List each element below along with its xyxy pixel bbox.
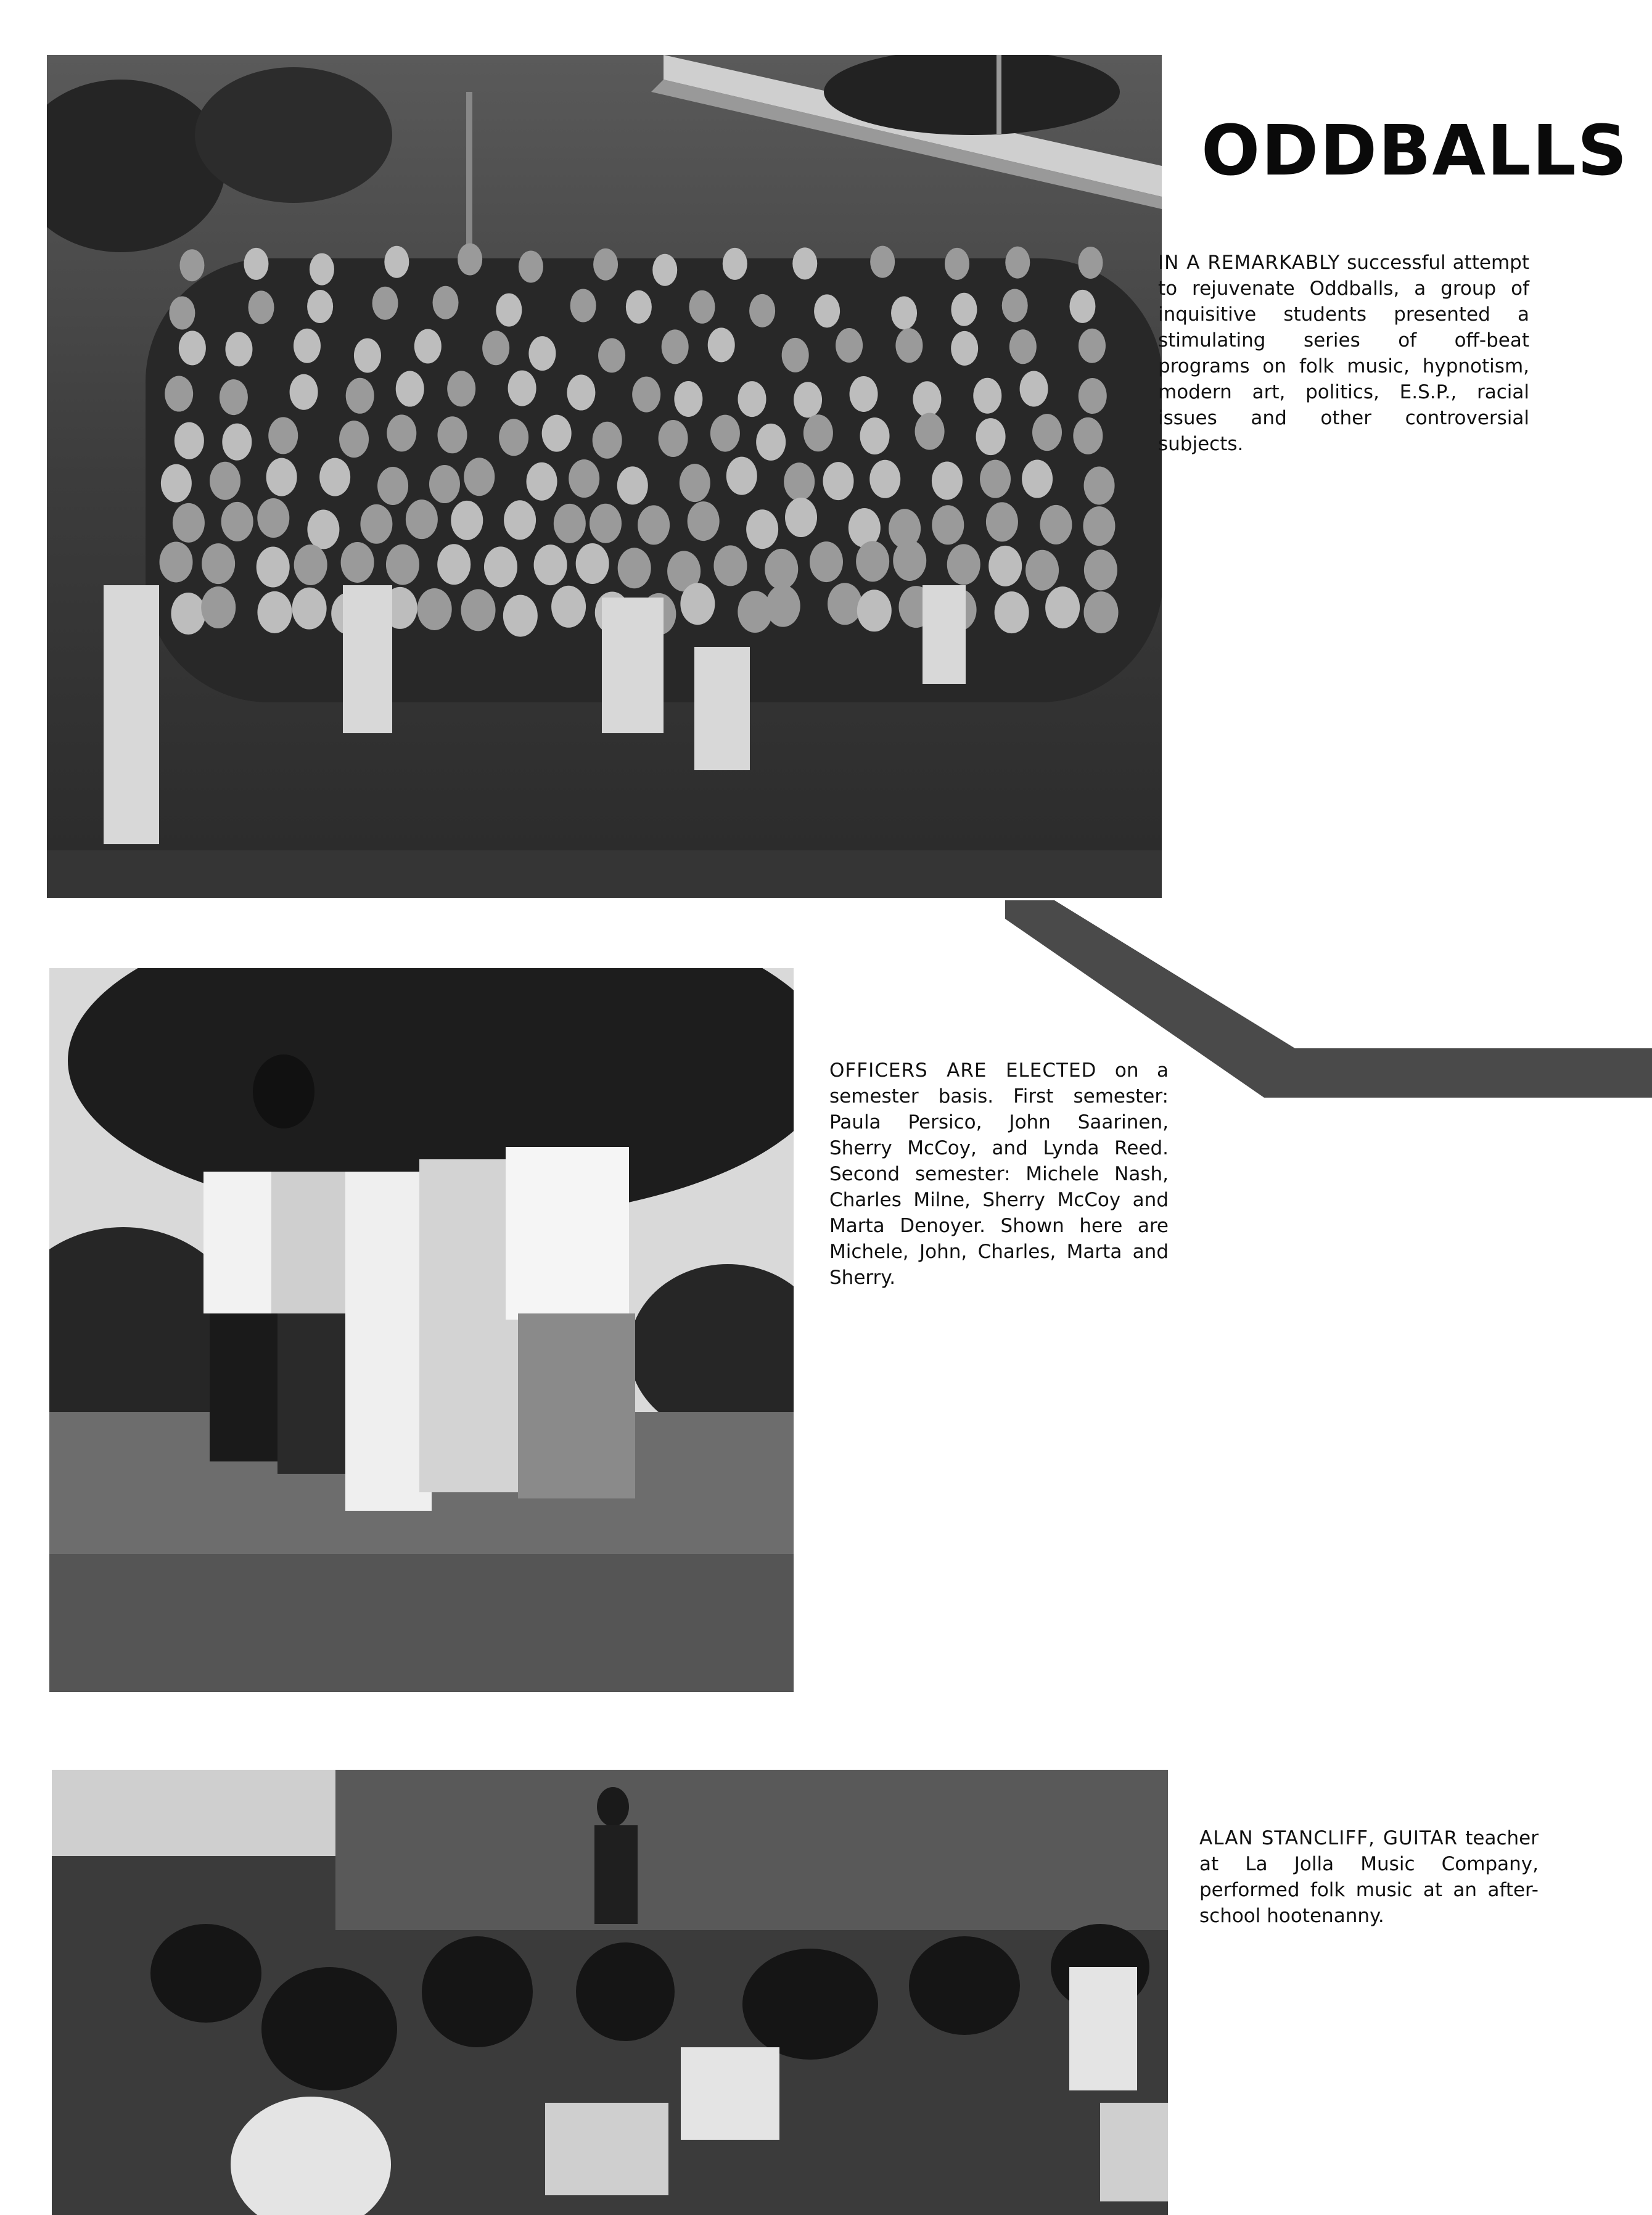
caption-lead: ALAN STANCLIFF, GUITAR <box>1199 1827 1458 1849</box>
hootenanny-photo-caption <box>1199 1825 1539 1929</box>
officers-photo-caption <box>829 1058 1169 1291</box>
hootenanny-photo <box>52 1770 1168 2215</box>
page-title: ODDBALLS <box>1201 111 1629 191</box>
caption-lead: OFFICERS ARE ELECTED <box>829 1059 1097 1082</box>
caption-text: teacher at La Jolla Music Company, performed folk music at an after-school hootenanny. <box>1199 1827 1539 1927</box>
caption-lead: IN A REMARKABLY <box>1158 252 1341 274</box>
group-photo-caption <box>1158 250 1529 457</box>
caption-text: successful attempt to rejuvenate Oddballs, a group of inquisitive students presented a stimulating series of off-beat programs on folk music, hypnotism, modern art, politics, E.S.P., racial issues and other controversial subjects. <box>1158 252 1529 455</box>
officers-photo <box>49 968 794 1692</box>
group-photo <box>47 55 1162 898</box>
caption-text: on a semester basis. First semester: Paula Persico, John Saarinen, Sherry McCoy, and Lynda Reed. Second semester: Michele Nash, Charles Milne, Sherry McCoy and Marta Denoyer. Shown here are Michele, John, Charles, Marta and Sherry. <box>829 1059 1169 1289</box>
